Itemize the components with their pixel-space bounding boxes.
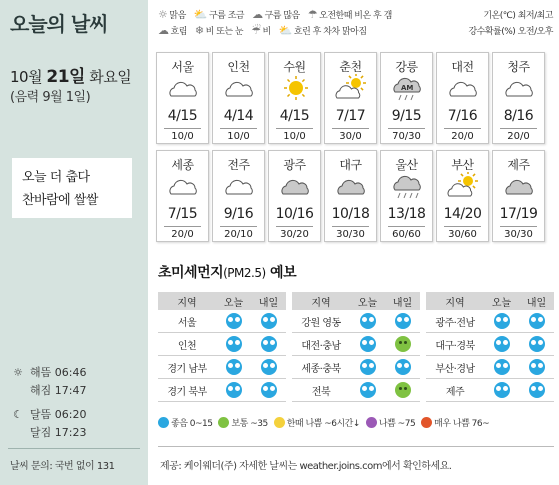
pm-tomorrow: [385, 359, 420, 375]
sunset-time: 해짐 17:47: [30, 384, 87, 397]
cloudy-icon: ☁: [252, 7, 263, 21]
pm-header-region: 지역: [445, 297, 465, 309]
city-temperature: 4/15: [279, 108, 310, 124]
good-face-icon: [529, 382, 545, 398]
city-name: 광주: [283, 158, 306, 172]
pm-row: [426, 356, 554, 379]
pm-tomorrow: [251, 382, 286, 398]
good-face-icon: [226, 359, 242, 375]
city-rain-probability: 20/10: [224, 229, 253, 240]
pm-row: [158, 310, 286, 333]
sunny-icon: ☼: [158, 7, 168, 21]
pm-row: [292, 333, 420, 356]
good-face-icon: [395, 313, 411, 329]
city-card: [380, 52, 433, 144]
legend-label: 비: [262, 26, 271, 37]
moonrise-time: 달뜸 06:20: [30, 408, 87, 421]
pm-header-today: 오늘: [357, 297, 378, 309]
city-card: [156, 52, 209, 144]
city-name: 인천: [227, 60, 250, 74]
pm-today: [216, 382, 251, 398]
pm-tomorrow: [251, 359, 286, 375]
weather-inquiry: 날씨 문의: 국번 없이 131: [10, 461, 115, 472]
pm-today: [484, 382, 519, 398]
city-name: 대전: [451, 60, 474, 74]
city-rain-probability: 10/0: [171, 131, 194, 142]
pm-header-tomorrow: 내일: [258, 297, 279, 309]
pm-tomorrow: [385, 313, 420, 329]
forecast-note: [12, 158, 132, 218]
partly-cloudy-icon: [213, 74, 264, 102]
divider: [388, 226, 425, 227]
city-card: [492, 52, 545, 144]
bad-face-icon: [366, 417, 377, 428]
city-name: 수원: [283, 60, 306, 74]
moonset-time: 달짐 17:23: [30, 426, 87, 439]
pm-row: [292, 310, 420, 333]
date: [10, 62, 131, 87]
pm-tomorrow: [385, 382, 420, 398]
pm-header-tomorrow: 내일: [526, 297, 547, 309]
good-face-icon: [226, 382, 242, 398]
good-face-icon: [261, 313, 277, 329]
pm-header-tomorrow: 내일: [392, 297, 413, 309]
divider: [276, 128, 313, 129]
legend-label: 구름 많음: [264, 10, 300, 21]
pm-legend: [158, 416, 554, 429]
date-weekday: 화요일: [84, 68, 132, 86]
sun-icon: ☼: [13, 366, 23, 379]
cloud-sun-icon: [437, 172, 488, 200]
city-name: 청주: [507, 60, 530, 74]
pm-title-end: 예보: [265, 265, 297, 281]
city-name: 전주: [227, 158, 250, 172]
pm-header: [426, 292, 554, 310]
pm-legend-label: 좋음 0~15: [171, 419, 213, 429]
city-rain-probability: 30/30: [504, 229, 533, 240]
city-name: 대구: [339, 158, 362, 172]
pm-region: 대구·경북: [435, 340, 475, 352]
partly-cloudy-icon: ⛅: [193, 7, 207, 21]
city-name: 강릉: [395, 60, 418, 74]
date-month: 10월: [10, 68, 47, 86]
good-face-icon: [226, 336, 242, 352]
city-name: 춘천: [339, 60, 362, 74]
pm-today: [484, 313, 519, 329]
city-rain-probability: 30/20: [280, 229, 309, 240]
good-face-icon: [529, 359, 545, 375]
divider: [158, 446, 554, 447]
city-card: [492, 150, 545, 242]
city-card: [380, 150, 433, 242]
good-face-icon: [360, 313, 376, 329]
overcast-icon: ☁: [158, 23, 169, 37]
pm-title-main: 초미세먼지: [158, 265, 224, 281]
pm-header-region: 지역: [177, 297, 197, 309]
good-face-icon: [529, 336, 545, 352]
pm-region: 경기 북부: [167, 386, 207, 398]
pm-header: [292, 292, 420, 310]
city-rain-probability: 20/0: [451, 131, 474, 142]
sunny-icon: [269, 74, 320, 102]
divider: [444, 128, 481, 129]
pm-region: 서울: [177, 317, 197, 329]
clearing-icon: ⛅: [278, 23, 292, 37]
pm-region: 경기 남부: [167, 363, 207, 375]
normal-face-icon: [395, 336, 411, 352]
good-face-icon: [494, 359, 510, 375]
pm-tomorrow: [519, 382, 554, 398]
pm-today: [350, 382, 385, 398]
normal-face-icon: [395, 382, 411, 398]
city-rain-probability: 30/0: [339, 131, 362, 142]
good-face-icon: [494, 313, 510, 329]
note-line-1: 오늘 더 춥다: [22, 170, 90, 185]
city-card: [268, 150, 321, 242]
city-card: [324, 52, 377, 144]
lunar-date: (음력 9월 1일): [10, 90, 91, 105]
pm-row: [292, 379, 420, 402]
city-temperature: 4/14: [223, 108, 254, 124]
divider: [276, 226, 313, 227]
legend-label: 오전한때 비온 후 갬: [319, 10, 392, 21]
city-temperature: 9/16: [223, 206, 254, 222]
pm-legend-label: 매우 나쁨 76~: [434, 419, 490, 429]
pm-title: [158, 262, 296, 282]
pm-header-region: 지역: [311, 297, 331, 309]
city-name: 세종: [171, 158, 194, 172]
partly-cloudy-icon: [213, 172, 264, 200]
pm-row: [158, 379, 286, 402]
pm-today: [350, 359, 385, 375]
divider: [444, 226, 481, 227]
pm-row: [426, 333, 554, 356]
svg-text:AM: AM: [400, 84, 413, 92]
pm-region: 광주·전남: [435, 317, 475, 329]
partly-cloudy-icon: [437, 74, 488, 102]
city-temperature: 4/15: [167, 108, 198, 124]
good-face-icon: [360, 359, 376, 375]
divider: [8, 448, 140, 449]
legend-label: 맑음: [169, 10, 186, 21]
city-rain-probability: 60/60: [392, 229, 421, 240]
cloudy-icon: [269, 172, 320, 200]
city-name: 서울: [171, 60, 194, 74]
weather-legend: [158, 6, 553, 38]
pm-region: 강원 영동: [301, 317, 341, 329]
am-rain-icon: [381, 74, 432, 102]
pm-today: [216, 336, 251, 352]
city-card: [156, 150, 209, 242]
good-face-icon: [261, 336, 277, 352]
divider: [500, 128, 537, 129]
good-face-icon: [395, 359, 411, 375]
pm-region: 대전·충남: [301, 340, 341, 352]
cloudy-icon: [325, 172, 376, 200]
pm-tomorrow: [519, 313, 554, 329]
pm-today: [484, 336, 519, 352]
sun-moon-times: [10, 364, 86, 442]
city-card: [436, 52, 489, 144]
city-rain-probability: 30/30: [336, 229, 365, 240]
pm-region: 부산·경남: [435, 363, 475, 375]
pm-tomorrow: [519, 359, 554, 375]
pm-column: [426, 292, 554, 402]
cloudy-icon: [493, 172, 544, 200]
pm-legend-item: [218, 416, 267, 429]
good-face-icon: [494, 336, 510, 352]
pm-legend-item: [274, 416, 360, 429]
good-face-icon: [360, 336, 376, 352]
city-rain-probability: 20/0: [171, 229, 194, 240]
pm-region: 인천: [177, 340, 197, 352]
legend-label: 흐림: [170, 26, 187, 37]
cloud-sun-icon: [325, 74, 376, 102]
pm-row: [292, 356, 420, 379]
city-card: [436, 150, 489, 242]
brief-bad-face-icon: [274, 417, 285, 428]
city-rain-probability: 20/0: [507, 131, 530, 142]
source-credit: 제공: 케이웨더(주) 자세한 날씨는 weather.joins.com에서 확인하세요.: [160, 461, 452, 472]
pm-legend-item: [158, 416, 212, 429]
legend-label: 구름 조금: [208, 10, 245, 21]
divider: [164, 226, 201, 227]
pm-row: [158, 356, 286, 379]
city-card: [268, 52, 321, 144]
partly-cloudy-icon: [493, 74, 544, 102]
city-rain-probability: 30/60: [448, 229, 477, 240]
city-temperature: 10/18: [331, 206, 370, 222]
city-temperature: 17/19: [499, 206, 538, 222]
good-face-icon: [158, 417, 169, 428]
divider: [332, 128, 369, 129]
pm-legend-item: [421, 416, 489, 429]
city-name: 제주: [507, 158, 530, 172]
pm-region: 전북: [311, 386, 331, 398]
city-temperature: 8/16: [503, 108, 534, 124]
partly-cloudy-icon: [157, 74, 208, 102]
good-face-icon: [226, 313, 242, 329]
pm-today: [484, 359, 519, 375]
city-name: 부산: [451, 158, 474, 172]
pm-today: [350, 313, 385, 329]
city-temperature: 13/18: [387, 206, 426, 222]
pm-header-today: 오늘: [223, 297, 244, 309]
right-column: [148, 0, 559, 485]
legend-label: 흐린 후 차차 맑아짐: [293, 26, 367, 37]
pm-header: [158, 292, 286, 310]
city-rain-probability: 70/30: [392, 131, 421, 142]
pm-today: [350, 336, 385, 352]
temp-unit-label: 기온(℃) 최저/최고: [483, 10, 553, 21]
city-rain-probability: 10/0: [227, 131, 250, 142]
divider: [332, 226, 369, 227]
pm-tomorrow: [251, 336, 286, 352]
pm-region: 제주: [445, 386, 465, 398]
very-bad-face-icon: [421, 417, 432, 428]
am-rain-icon: ☂: [307, 7, 318, 21]
page-title: 오늘의 날씨: [10, 12, 108, 36]
date-day: 21일: [46, 67, 85, 87]
pm-row: [158, 333, 286, 356]
pm-column: [292, 292, 420, 402]
divider: [164, 128, 201, 129]
pm-header-today: 오늘: [491, 297, 512, 309]
good-face-icon: [494, 382, 510, 398]
city-card: [212, 150, 265, 242]
good-face-icon: [529, 313, 545, 329]
sunrise-time: 해뜸 06:46: [30, 366, 87, 379]
city-temperature: 7/16: [447, 108, 478, 124]
divider: [220, 128, 257, 129]
pm-legend-item: [366, 416, 415, 429]
legend-label: 비 또는 눈: [205, 26, 244, 37]
city-temperature: 7/15: [167, 206, 198, 222]
pm-title-sub: (PM2.5): [223, 266, 266, 280]
city-temperature: 14/20: [443, 206, 482, 222]
city-card: [324, 150, 377, 242]
pm-today: [216, 313, 251, 329]
pm-today: [216, 359, 251, 375]
moon-icon: ☾: [13, 408, 23, 421]
city-temperature: 9/15: [391, 108, 422, 124]
pm-legend-label: 한때 나쁨 ~6시간↓: [286, 419, 360, 429]
city-temperature: 7/17: [335, 108, 366, 124]
rain-or-snow-icon: ❄: [194, 23, 204, 37]
pm-row: [426, 379, 554, 402]
divider: [220, 226, 257, 227]
pm-legend-label: 보통 ~35: [231, 419, 268, 429]
pm-column: [158, 292, 286, 402]
pm-tomorrow: [519, 336, 554, 352]
rain-icon: ☔: [251, 23, 261, 37]
normal-face-icon: [218, 417, 229, 428]
divider: [500, 226, 537, 227]
pm-row: [426, 310, 554, 333]
pm-tomorrow: [385, 336, 420, 352]
rain-unit-label: 강수확률(%) 오전/오후: [468, 26, 553, 37]
city-name: 울산: [395, 158, 418, 172]
pm-region: 세종·충북: [301, 363, 341, 375]
good-face-icon: [360, 382, 376, 398]
left-column: [0, 0, 148, 485]
partly-cloudy-icon: [157, 172, 208, 200]
divider: [388, 128, 425, 129]
rain-icon: [381, 172, 432, 200]
city-rain-probability: 10/0: [283, 131, 306, 142]
city-card: [212, 52, 265, 144]
good-face-icon: [261, 359, 277, 375]
good-face-icon: [261, 382, 277, 398]
pm-legend-label: 나쁨 ~75: [378, 419, 416, 429]
pm-tomorrow: [251, 313, 286, 329]
city-temperature: 10/16: [275, 206, 314, 222]
note-line-2: 찬바람에 쌀쌀: [22, 193, 98, 208]
